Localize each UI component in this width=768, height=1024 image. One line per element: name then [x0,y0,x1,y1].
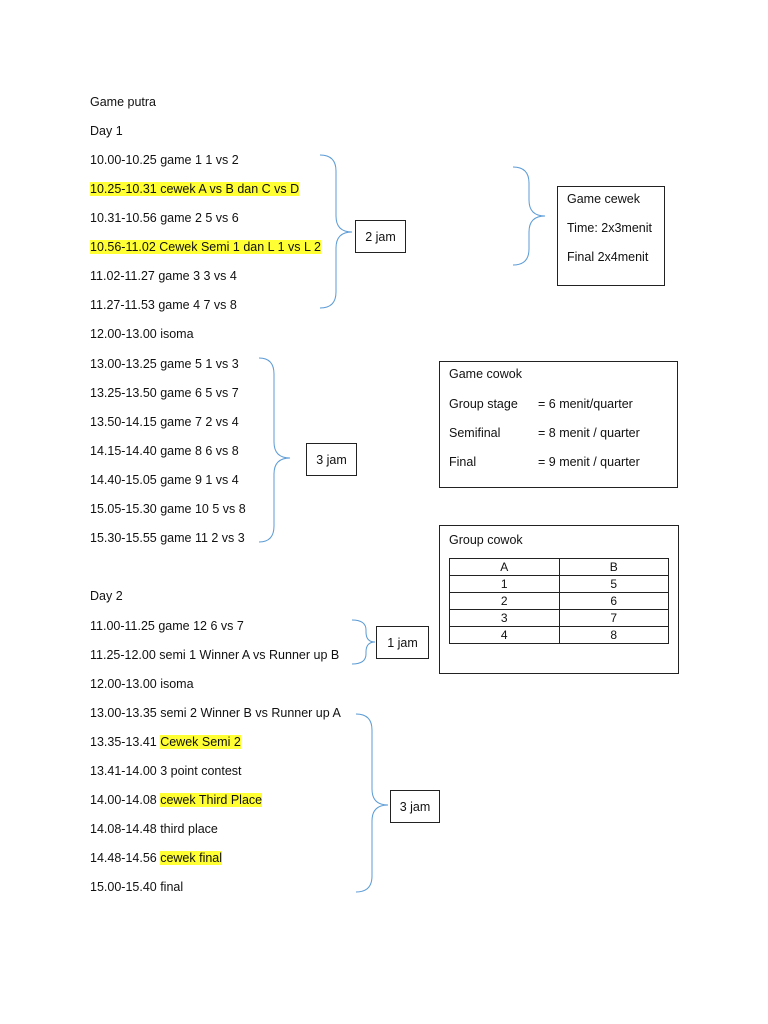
group-table [449,558,669,644]
duration-label: 2 jam [355,220,406,253]
game-cowok-label: Group stage [449,397,518,411]
game-cowok-label: Semifinal [449,426,501,440]
game-cewek-final: Final 2x4menit [567,250,649,264]
schedule-item: 11.02-11.27 game 3 3 vs 4 [90,269,237,283]
column-header-a: A [450,559,560,576]
schedule-item: 14.15-14.40 game 8 6 vs 8 [90,444,239,458]
bracket-day1-afternoon [259,358,290,542]
schedule-item: 14.40-15.05 game 9 1 vs 4 [90,473,239,487]
game-cowok-value: = 6 menit/quarter [538,397,633,411]
page-title: Game putra [90,95,157,109]
schedule-item: 11.25-12.00 semi 1 Winner A vs Runner up B [90,648,340,662]
schedule-item: 15.05-15.30 game 10 5 vs 8 [90,502,246,516]
schedule-item: 12.00-13.00 isoma [90,327,194,341]
schedule-item: 11.27-11.53 game 4 7 vs 8 [90,298,237,312]
duration-label: 3 jam [306,443,357,476]
highlight: Cewek Semi 2 [160,735,241,749]
schedule-item: 10.00-10.25 game 1 1 vs 2 [90,153,239,167]
game-cowok-value: = 9 menit / quarter [538,455,640,469]
table-cell: 3 [450,610,560,627]
group-cowok-title: Group cowok [449,533,523,547]
schedule-item: 12.00-13.00 isoma [90,677,194,691]
table-cell: 4 [450,627,560,644]
game-cowok-label: Final [449,455,477,469]
highlight: 10.56-11.02 Cewek Semi 1 dan L 1 vs L 2 [90,240,321,254]
table-row [450,576,669,593]
table-cell: 1 [450,576,560,593]
game-cewek-time: Time: 2x3menit [567,221,652,235]
table-cell: 7 [559,610,669,627]
bracket-day2-morning [352,620,375,664]
table-cell: 2 [450,593,560,610]
schedule-item: 13.41-14.00 3 point contest [90,764,242,778]
day2-label: Day 2 [90,589,123,603]
schedule-item: 10.31-10.56 game 2 5 vs 6 [90,211,239,225]
table-cell: 6 [559,593,669,610]
time-prefix: 13.35-13.41 [90,735,161,749]
time-prefix: 14.00-14.08 [90,793,161,807]
game-cowok-value: = 8 menit / quarter [538,426,640,440]
bracket-day1-morning [320,155,352,308]
highlight: cewek final [160,851,223,865]
schedule-item: 13.00-13.25 game 5 1 vs 3 [90,357,239,371]
schedule-item: 13.00-13.35 semi 2 Winner B vs Runner up A [90,706,341,720]
highlight: cewek Third Place [160,793,263,807]
table-row [450,627,669,644]
schedule-item: 15.00-15.40 final [90,880,184,894]
bracket-game-cewek [513,167,545,265]
schedule-item: 15.30-15.55 game 11 2 vs 3 [90,531,245,545]
group-cowok-box [439,525,679,674]
schedule-item: 14.08-14.48 third place [90,822,218,836]
table-row [450,610,669,627]
time-prefix: 14.48-14.56 [90,851,161,865]
column-header-b: B [559,559,669,576]
highlight: 10.25-10.31 cewek A vs B dan C vs D [90,182,300,196]
game-cewek-box [557,186,665,286]
game-cewek-title: Game cewek [567,192,640,206]
schedule-item: 13.25-13.50 game 6 5 vs 7 [90,386,239,400]
table-cell: 5 [559,576,669,593]
bracket-day2-afternoon [356,714,388,892]
schedule-item: 13.50-14.15 game 7 2 vs 4 [90,415,239,429]
duration-label: 3 jam [390,790,440,823]
schedule-item: 11.00-11.25 game 12 6 vs 7 [90,619,244,633]
game-cowok-box [439,361,678,488]
table-cell: 8 [559,627,669,644]
duration-label: 1 jam [376,626,429,659]
table-row [450,593,669,610]
table-header-row [450,559,669,576]
game-cowok-title: Game cowok [449,367,522,381]
day1-label: Day 1 [90,124,123,138]
